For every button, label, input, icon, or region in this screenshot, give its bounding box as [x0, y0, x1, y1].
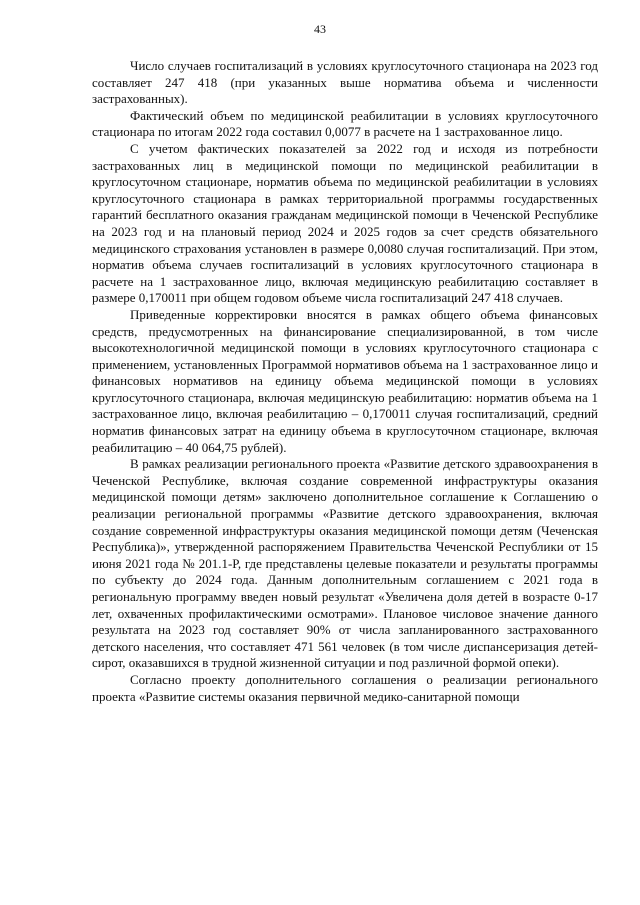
paragraph-child-healthcare-project: В рамках реализации регионального проекта «Развитие детского здравоохранения в Чеченской Республике, включая создание современной инфраструктуры оказания медицинской помощи детям» заключено дополнительное соглашение к Соглашению о реализации региональной программы «Развитие детского здравоохранения, включая создание современной инфраструктуры оказания медицинской помощи детям (Чеченская Республика)», утвержденной распоряжением Правительства Чеченской Республики от 15 июня 2021 года № 201.1-Р, где представлены целевые показатели и результаты программы по субъекту до 2024 года. Данным дополнительным соглашением с 2021 года в региональную программу введен новый результат «Увеличена доля детей в возрасте 0-17 лет, охваченных профилактическими осмотрами». Плановое числовое значение данного результата на 2023 год составляет 90% от числа запланированного застрахованного детского населения, что составляет 471 561 человек (в том числе диспансеризация детей-сирот, оказавшихся в трудной жизненной ситуации и под различной формой опеки).	[92, 456, 598, 671]
paragraph-adjustments: Приведенные корректировки вносятся в рамках общего объема финансовых средств, предусмотренных на финансирование специализированной, в том числе высокотехнологичной медицинской помощи в условиях круглосуточного стационара с применением, установленных Программой нормативов объема на 1 застрахованное лицо и финансовых нормативов на единицу объема медицинской помощи в условиях круглосуточного стационара, включая медицинскую реабилитацию: норматив объема на 1 застрахованное лицо, включая реабилитацию – 0,170011 случая госпитализаций, средний норматив финансовых затрат на единицу объема в круглосуточном стационаре, включая реабилитацию – 40 064,75 рублей).	[92, 306, 598, 455]
document-body	[92, 58, 598, 705]
paragraph-primary-care-project: Согласно проекту дополнительного соглашения о реализации регионального проекта «Развитие системы оказания первичной медико-санитарной помощи	[92, 671, 598, 704]
page-number: 43	[314, 22, 326, 36]
paragraph-actual-rehabilitation-volume: Фактический объем по медицинской реабилитации в условиях круглосуточного стационара по итогам 2022 года составил 0,0077 в расчете на 1 застрахованное лицо.	[92, 107, 598, 140]
paragraph-volume-standard: С учетом фактических показателей за 2022 год и исходя из потребности застрахованных лиц в медицинской помощи по медицинской реабилитации в круглосуточном стационаре, норматив объема по медицинской реабилитации в условиях круглосуточного стационара в рамках территориальной программы государственных гарантий бесплатного оказания гражданам медицинской помощи в Чеченской Республике на 2023 год и на плановый период 2024 и 2025 годов за счет средств обязательного медицинского страхования установлен в размере 0,0080 случая госпитализаций. При этом, норматив объема случаев госпитализаций в условиях круглосуточного стационара в расчете на 1 застрахованное лицо, включая медицинскую реабилитацию составляет в размере 0,170011 при общем годовом объеме числа госпитализаций 247 418 случаев.	[92, 140, 598, 306]
paragraph-hospitalization-count: Число случаев госпитализаций в условиях круглосуточного стационара на 2023 год составляет 247 418 (при указанных выше норматива объема и численности застрахованных).	[92, 58, 598, 107]
